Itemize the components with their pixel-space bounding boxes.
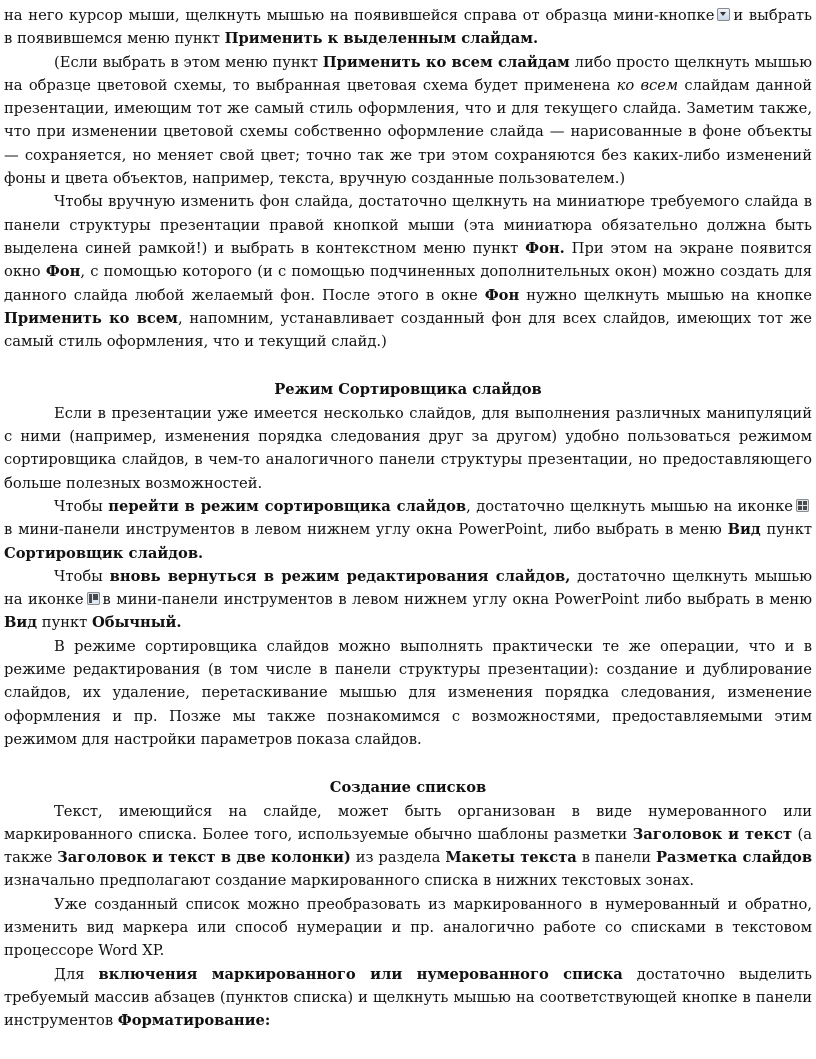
bold-term: Обычный. bbox=[91, 614, 182, 632]
bold-term: Заголовок и текст bbox=[632, 825, 793, 843]
text: изначально предполагают создание маркированного списка в нижних текстовых зонах. bbox=[4, 872, 695, 890]
bold-term: Фон. bbox=[525, 239, 565, 257]
paragraph-2 bbox=[4, 51, 812, 191]
text: Чтобы вручную изменить фон слайда, достаточно щелкнуть на миниатюре требуемого слайда в панели структуры презентации правой кнопкой мыши (эта миниатюра обязательно должна быть выделена синей рамкой!) и выбрать в контекстном меню пункт bbox=[4, 193, 812, 257]
bold-term: Применить к выделенным слайдам. bbox=[224, 30, 539, 48]
paragraph-5 bbox=[4, 495, 812, 565]
text: либо просто щелкнуть мышью на образце цветовой схемы, то выбранная цветовая схема будет применена bbox=[4, 53, 813, 94]
bold-term: вновь вернуться в режим редактирования слайдов, bbox=[109, 567, 571, 585]
section-heading-slide-sorter: Режим Сортировщика слайдов bbox=[274, 381, 542, 399]
text: достаточно выделить требуемый массив абзацев (пунктов списка) и щелкнуть мышью на соответствующей кнопке в панели инструментов bbox=[4, 965, 812, 1030]
bold-term: Заголовок и текст в две колонки) bbox=[57, 849, 351, 867]
text: (а также bbox=[4, 825, 813, 867]
spacer bbox=[4, 751, 812, 776]
text: на него курсор мыши, щелкнуть мышью на появившейся справа от образца мини-кнопке bbox=[4, 7, 715, 24]
bold-term: Сортировщик слайдов. bbox=[4, 544, 204, 562]
text: достаточно щелкнуть мышью на иконке bbox=[4, 567, 812, 609]
section-heading-lists: Создание списков bbox=[329, 779, 487, 797]
bold-term: Фон bbox=[45, 263, 81, 281]
text: в мини-панели инструментов в левом нижнем углу окна PowerPoint либо выбрать в меню bbox=[102, 591, 813, 609]
text: пункт bbox=[766, 521, 813, 539]
spacer bbox=[4, 353, 812, 378]
bold-term: Фон bbox=[484, 286, 520, 304]
text: и выбрать в появившемся меню пункт bbox=[4, 7, 812, 48]
paragraph-10 bbox=[4, 963, 812, 1033]
text: Чтобы bbox=[54, 497, 103, 515]
normal-view-icon bbox=[87, 592, 100, 605]
bold-term: Форматирование: bbox=[117, 1012, 271, 1030]
paragraph-9: Уже созданный список можно преобразовать из маркированного в нумерованный и обратно, изменить вид маркера или способ нумерации и пр. аналогично работе со списками в текстовом процессоре Word XP. bbox=[4, 895, 812, 960]
bold-term: перейти в режим сортировщика слайдов bbox=[108, 497, 467, 515]
text: , напомним, устанавливает созданный фон для всех слайдов, имеющих тот же самый стиль оформления, что и текущий слайд.) bbox=[4, 309, 812, 351]
paragraph-7: В режиме сортировщика слайдов можно выполнять практически те же операции, что и в режиме редактирования (в том числе в панели структуры презентации): создание и дублирование слайдов, их удаление, перетаскивание мышью для изменения порядка следования, изменение оформления и пр. Позже мы также познакомимся с возможностями, предоставляемыми этим режимом для настройки параметров показа слайдов. bbox=[4, 637, 812, 748]
text: слайдам данной презентации, имеющим тот же самый стиль оформления, что и для текущего слайда. Заметим также, что при изменении цветовой схемы собственно оформление слайда — нарисованные в фоне объекты — сохраняется, но меняет свой цвет; точно так же три этом сохраняются без каких-либо изменений фоны и цвета объектов, например, текста, вручную созданные пользователем.) bbox=[4, 76, 812, 188]
dropdown-arrow-icon bbox=[717, 8, 730, 21]
paragraph-4: Если в презентации уже имеется несколько слайдов, для выполнения различных манипуляций с ними (например, изменения порядка следования друг за другом) удобно пользоваться режимом сортировщика слайдов, в чем-то аналогичного панели структуры презентации, но предоставляющего больше полезных возможностей. bbox=[4, 404, 812, 492]
bold-term: Разметка слайдов bbox=[655, 849, 813, 867]
text: , с помощью которого (и с помощью подчиненных дополнительных окон) можно создать для данного слайда любой желаемый фон. После этого в окне bbox=[4, 263, 812, 304]
bold-term: Применить ко всем слайдам bbox=[322, 53, 570, 71]
text: Чтобы bbox=[54, 567, 103, 585]
bold-term: включения маркированного или нумерованного списка bbox=[98, 965, 623, 983]
text: в мини-панели инструментов в левом нижнем углу окна PowerPoint, либо выбрать в меню bbox=[4, 521, 722, 539]
bold-term: Вид bbox=[727, 521, 761, 539]
text: пункт bbox=[41, 614, 88, 632]
bold-term: Макеты текста bbox=[445, 849, 577, 867]
bold-term: Вид bbox=[4, 614, 38, 632]
text: Текст, имеющийся на слайде, может быть организован в виде нумерованного или маркированного списка. Более того, используемые обычно шаблоны разметки bbox=[4, 802, 812, 843]
bold-term: Применить ко всем bbox=[4, 309, 178, 327]
text: , достаточно щелкнуть мышью на иконке bbox=[466, 497, 793, 515]
text: При этом на экране появится окно bbox=[4, 239, 812, 281]
italic-term: ко всем bbox=[616, 76, 679, 94]
text: в панели bbox=[581, 849, 652, 867]
paragraph-8 bbox=[4, 800, 812, 893]
text: Для bbox=[54, 965, 85, 983]
slide-sorter-view-icon bbox=[796, 499, 809, 512]
text: из раздела bbox=[355, 849, 441, 867]
paragraph-6 bbox=[4, 565, 812, 635]
paragraph-1 bbox=[4, 4, 812, 51]
text: нужно щелкнуть мышью на кнопке bbox=[526, 286, 812, 304]
paragraph-3 bbox=[4, 190, 812, 353]
text: (Если выбрать в этом меню пункт bbox=[54, 53, 318, 71]
